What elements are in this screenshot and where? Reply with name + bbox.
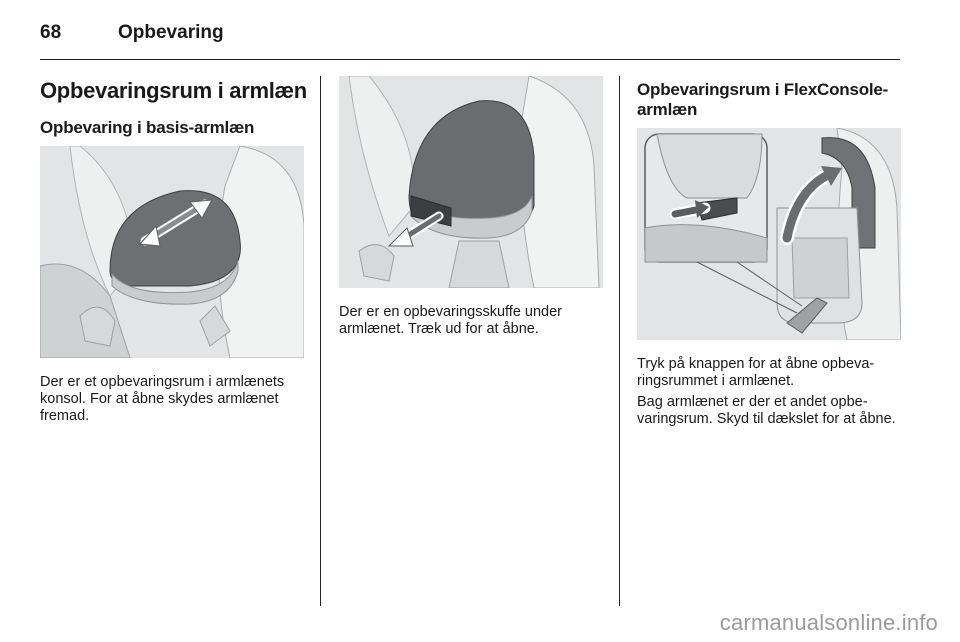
page-header: [40, 18, 900, 58]
column-divider-1: [320, 76, 321, 606]
basis-subtitle: Opbevaring i basis-armlæn: [40, 118, 255, 137]
flexconsole-text-1: Tryk på knappen for at åbne opbeva-ringsrummet i armlænet.: [637, 356, 875, 389]
basis-armrest-illustration: [40, 146, 304, 358]
section-title: Opbevaringsrum i armlæn: [40, 78, 307, 103]
chapter-title: Opbevaring: [118, 22, 224, 43]
flexconsole-text-2: Bag armlænet er der et andet opbe-varingsrum. Skyd til dækslet for at åbne.: [637, 394, 896, 427]
drawer-illustration: [339, 76, 603, 288]
watermark: carmanualsonline.info: [719, 610, 938, 635]
header-rule: [40, 59, 900, 60]
flexconsole-illustration: [637, 128, 901, 340]
flexconsole-subtitle: Opbevaringsrum i FlexConsole-armlæn: [637, 80, 889, 119]
drawer-text: Der er en opbevaringsskuffe under armlænet. Træk ud for at åbne.: [339, 304, 563, 337]
basis-text: Der er et opbevaringsrum i armlænets konsol. For at åbne skydes armlænet fremad.: [40, 374, 285, 424]
page-number: 68: [40, 22, 62, 43]
column-divider-2: [619, 76, 620, 606]
